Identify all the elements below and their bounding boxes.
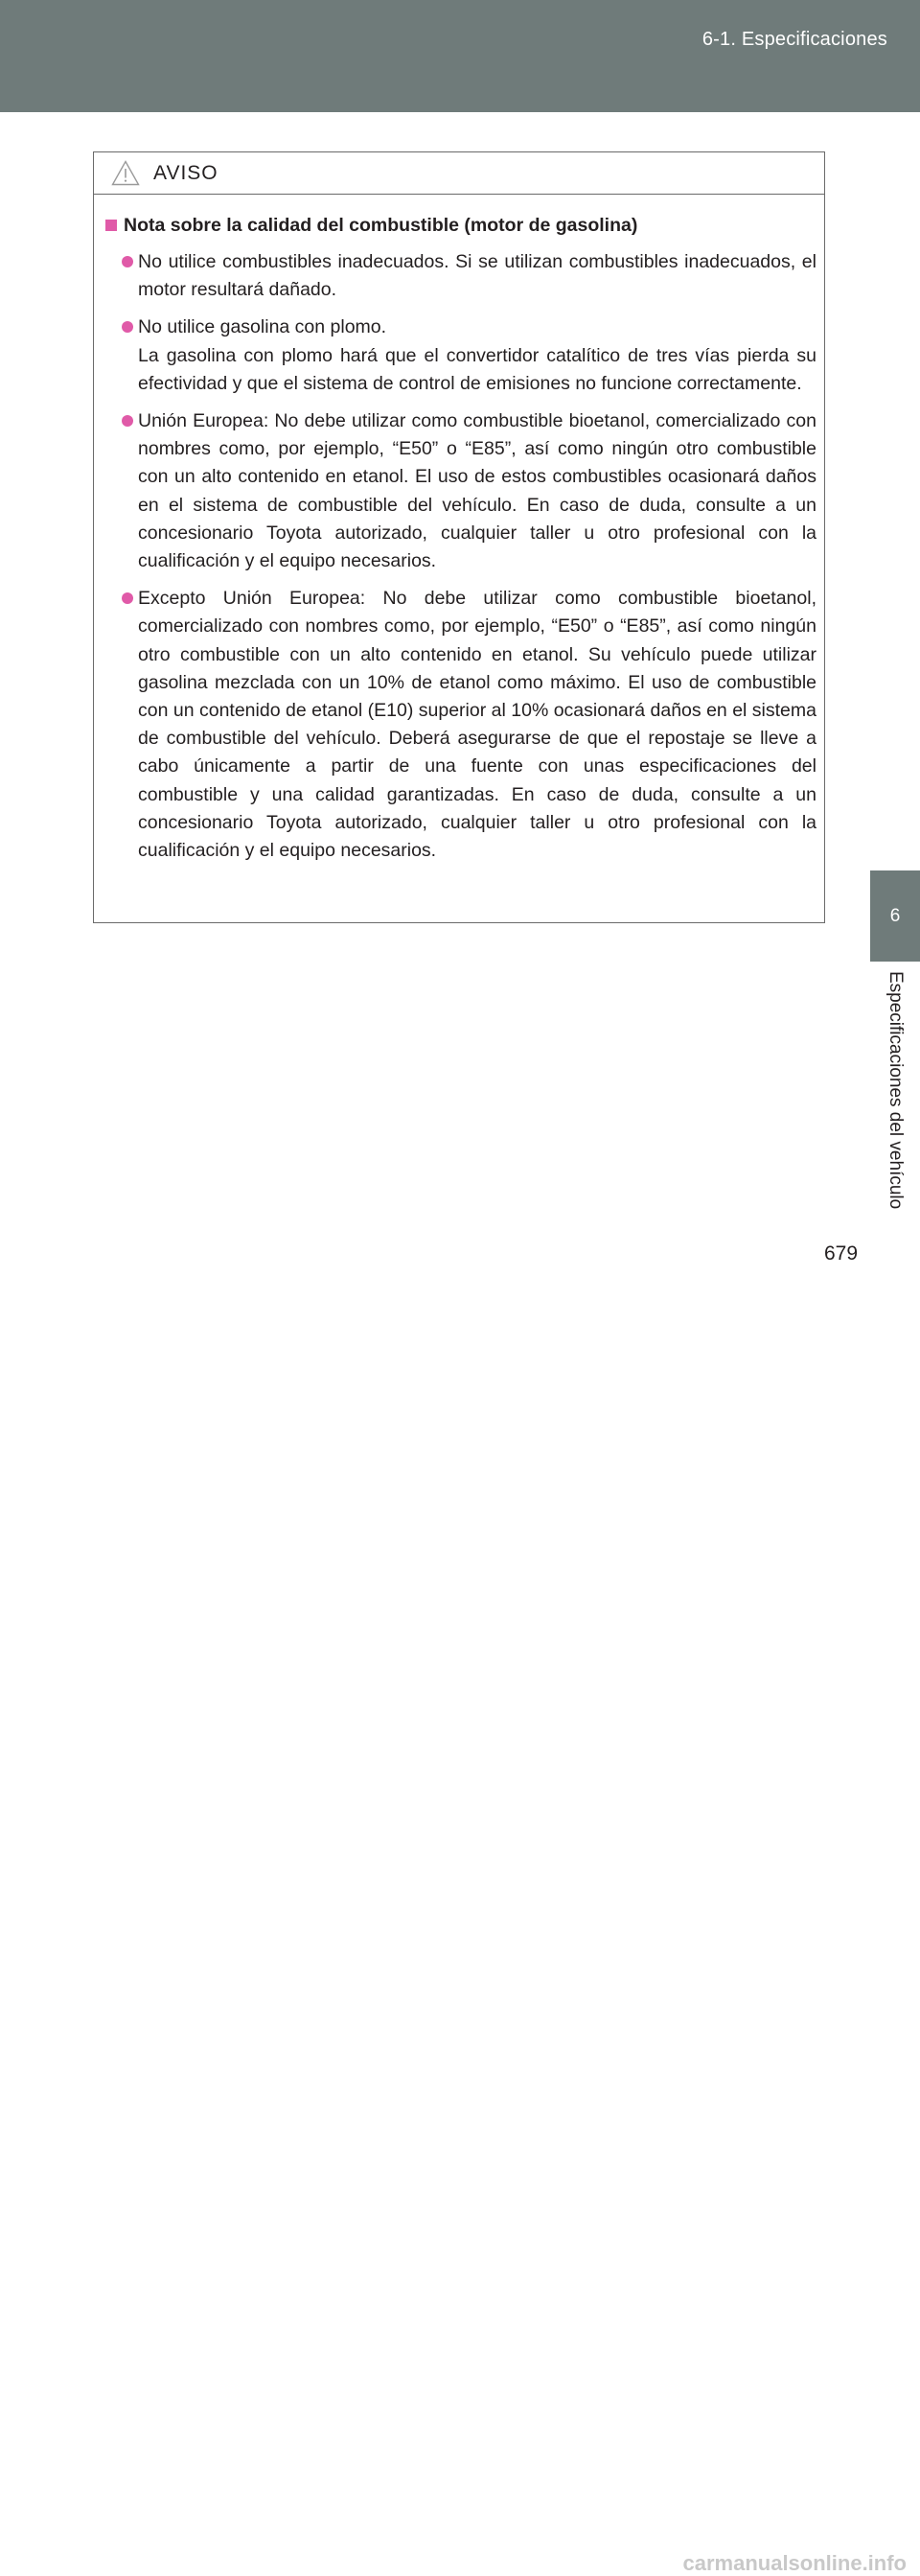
list-item <box>104 313 816 398</box>
notice-header <box>94 152 824 195</box>
page-number: 679 <box>824 1242 859 1265</box>
notice-title: AVISO <box>153 161 218 184</box>
square-bullet-icon <box>105 220 117 231</box>
list-item <box>104 248 816 304</box>
list-item-text: Excepto Unión Europea: No debe utilizar como combustible bioetanol, comercializado con nombres como, por ejemplo, “E50” o “E85”, así como ningún otro combustible con un alto contenido en etanol. Su vehículo puede utilizar gasolina mezclada con un 10% de etanol como máximo. El uso de combustible con un contenido de etanol (E10) superior al 10% ocasionará daños en el sistema de combustible del vehículo. Deberá asegurarse de que el repostaje se lleve a cabo únicamente a partir de una fuente con unas especificaciones del combustible y una calidad garantizadas. En caso de duda, consulte a un concesionario Toyota autorizado, cualquier taller u otro profesional con la cualificación y el equipo necesarios. <box>138 588 816 862</box>
chapter-tab-label <box>870 962 920 1240</box>
list-item-line: La gasolina con plomo hará que el convertidor catalítico de tres vías pierda su efectividad y que el sistema de control de emisiones no funcione correctamente. <box>138 344 816 394</box>
list-item-line: No utilice gasolina con plomo. <box>138 316 387 338</box>
chapter-tab-label-text: Especificaciones del vehículo <box>886 971 906 1210</box>
list-item-text: Unión Europea: No debe utilizar como combustible bioetanol, comercializado con nombres como, por ejemplo, “E50” o “E85”, así como ningún otro combustible con un alto contenido en etanol. El uso de estos combustibles ocasionará daños en el sistema de combustible del vehículo. En caso de duda, consulte a un concesionario Toyota autorizado, cualquier taller u otro profesional con la cualificación y el equipo necesarios. <box>138 410 816 572</box>
list-item <box>104 407 816 575</box>
round-bullet-icon <box>122 415 133 427</box>
list-item-text <box>138 313 816 398</box>
list-item-text: No utilice combustibles inadecuados. Si se utilizan combustibles inadecuados, el motor resultará dañado. <box>138 251 816 301</box>
round-bullet-icon <box>122 256 133 267</box>
watermark-text: carmanualsonline.info <box>682 2551 907 2575</box>
footer-strip <box>0 1274 920 2575</box>
section-heading <box>104 212 816 239</box>
warning-notice-box <box>93 151 825 923</box>
chapter-tab-number[interactable]: 6 <box>870 870 920 962</box>
warning-triangle-icon <box>111 160 140 186</box>
round-bullet-icon <box>122 592 133 604</box>
round-bullet-icon <box>122 321 133 333</box>
section-title: 6-1. Especificaciones <box>702 29 887 50</box>
header-bar <box>0 0 920 112</box>
notice-body <box>94 195 824 865</box>
section-heading-text: Nota sobre la calidad del combustible (motor de gasolina) <box>124 215 638 236</box>
list-item <box>104 585 816 865</box>
